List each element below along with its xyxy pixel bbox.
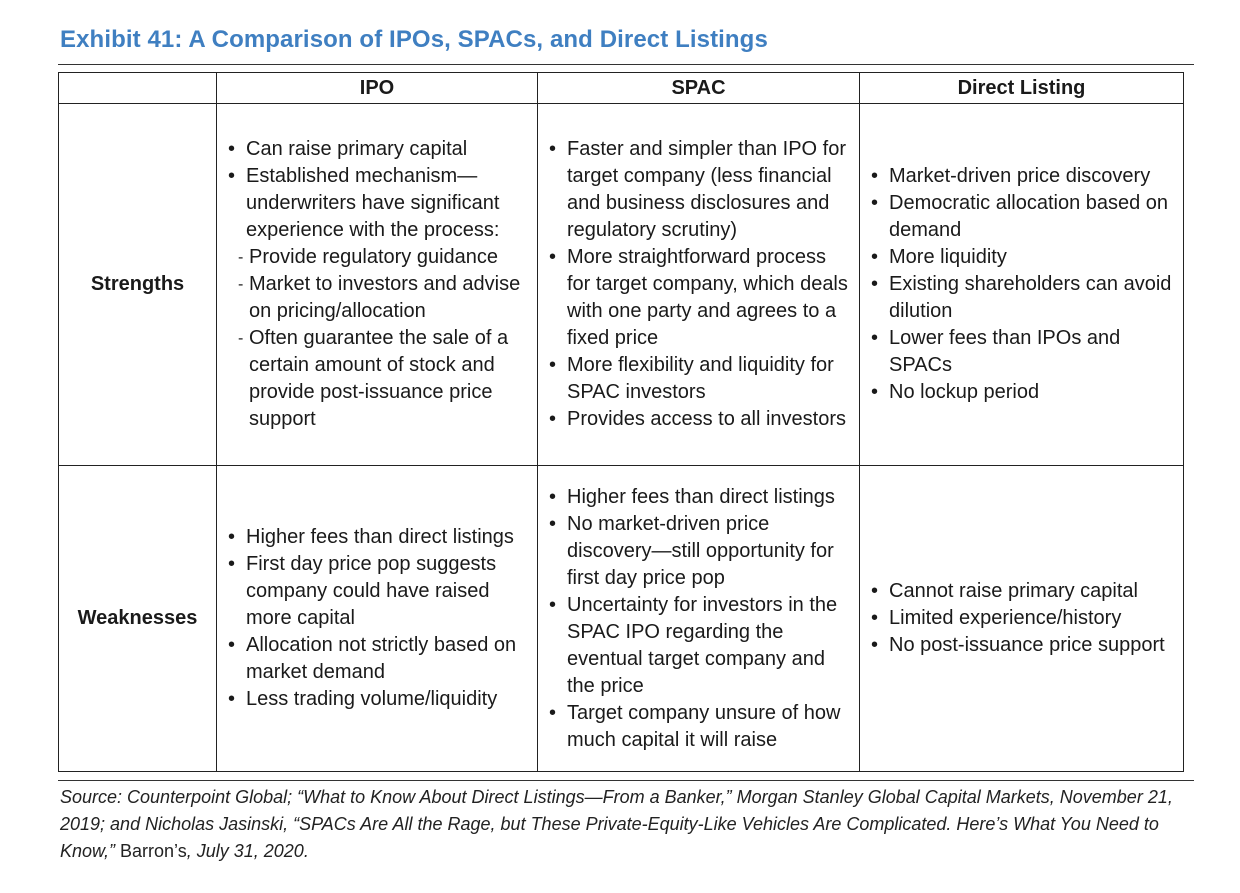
bullet-text: Market-driven price discovery (889, 165, 1151, 187)
bullet-icon: • (871, 273, 879, 295)
weaknesses-direct-list (868, 578, 1173, 659)
bullet-text: Often guarantee the sale of a certain amount of stock and provide post-issuance price support (249, 327, 509, 430)
bullet-item (868, 190, 1173, 244)
bullet-text: No market-driven price discovery—still opportunity for first day price pop (567, 512, 834, 589)
bullet-icon: • (228, 688, 236, 710)
row-strengths (59, 104, 1184, 466)
bullet-item (225, 524, 527, 551)
bullet-icon: • (228, 165, 236, 187)
bullet-text: Existing shareholders can avoid dilution (889, 273, 1172, 322)
bullet-item (868, 271, 1173, 325)
bullet-icon: • (871, 634, 879, 656)
bullet-text: Lower fees than IPOs and SPACs (889, 327, 1121, 376)
bullet-icon: • (228, 526, 236, 548)
strengths-direct-list (868, 163, 1173, 406)
source-text: Source: Counterpoint Global; “What to Know About Direct Listings—From a Banker,” Morgan Stanley Global Capital Markets, November 21, 2019; and Nicholas Jasinski, “SPACs Are All the Rage, but These Private-Equity-Like Vehicles Are Complicated. Here’s What You Need to Know,” (60, 787, 1173, 861)
bullet-icon: • (549, 354, 557, 376)
bullet-item (546, 511, 849, 592)
bullet-item (546, 592, 849, 700)
bullet-text: Target company unsure of how much capital it will raise (567, 701, 841, 751)
bottom-rule (58, 780, 1194, 781)
bullet-icon: • (228, 138, 236, 160)
strengths-ipo-cell (217, 104, 538, 466)
bullet-item (225, 551, 527, 632)
bullet-item (546, 136, 849, 244)
bullet-text: Uncertainty for investors in the SPAC IPO regarding the eventual target company and the price (567, 593, 838, 697)
weaknesses-ipo-list (225, 524, 527, 713)
bullet-item (868, 578, 1173, 605)
row-weaknesses (59, 466, 1184, 772)
strengths-direct-cell (860, 104, 1184, 466)
header-direct-listing: Direct Listing (860, 73, 1184, 104)
dash-icon: - (238, 276, 244, 293)
bullet-item (546, 406, 849, 433)
bullet-text: Faster and simpler than IPO for target company (less financial and business disclosures and regulatory scrutiny) (567, 138, 847, 241)
bullet-icon: • (871, 327, 879, 349)
bullet-text: First day price pop suggests company could have raised more capital (246, 553, 497, 629)
bullet-text: More liquidity (889, 246, 1007, 268)
bullet-item (546, 484, 849, 511)
bullet-item (868, 632, 1173, 659)
bullet-text: Provide regulatory guidance (249, 246, 499, 268)
source-date: , July 31, 2020. (186, 841, 309, 861)
top-rule (58, 64, 1194, 65)
dash-icon: - (238, 249, 244, 266)
bullet-icon: • (871, 246, 879, 268)
exhibit-title: Exhibit 41: A Comparison of IPOs, SPACs, and Direct Listings (60, 26, 768, 53)
bullet-icon: • (549, 701, 557, 724)
weaknesses-spac-cell (538, 466, 860, 772)
bullet-icon: • (871, 607, 879, 629)
bullet-icon: • (871, 192, 879, 214)
strengths-spac-cell (538, 104, 860, 466)
row-label-weaknesses: Weaknesses (59, 466, 217, 772)
sub-bullet-item (225, 271, 527, 325)
source-publication: Barron’s (120, 841, 187, 861)
bullet-item (546, 352, 849, 406)
header-ipo: IPO (217, 73, 538, 104)
bullet-item (225, 686, 527, 713)
weaknesses-ipo-cell (217, 466, 538, 772)
bullet-icon: • (549, 138, 557, 160)
bullet-icon: • (549, 246, 557, 268)
bullet-text: More flexibility and liquidity for SPAC investors (567, 354, 834, 403)
bullet-text: Can raise primary capital (246, 138, 468, 160)
bullet-icon: • (549, 485, 557, 508)
bullet-text: No lockup period (889, 381, 1040, 403)
header-row (59, 73, 1184, 104)
source-note (60, 784, 1200, 865)
bullet-text: Cannot raise primary capital (889, 580, 1138, 602)
bullet-item (546, 244, 849, 352)
bullet-text: No post-issuance price support (889, 634, 1165, 656)
bullet-text: Market to investors and advise on pricing/allocation (249, 273, 521, 322)
bullet-item (546, 700, 849, 754)
bullet-text: Less trading volume/liquidity (246, 688, 498, 710)
bullet-icon: • (549, 512, 557, 535)
bullet-text: More straightforward process for target company, which deals with one party and agrees to a fixed price (567, 246, 848, 349)
weaknesses-direct-cell (860, 466, 1184, 772)
bullet-item (225, 136, 527, 163)
strengths-ipo-list (225, 136, 527, 433)
bullet-item (868, 244, 1173, 271)
header-empty (59, 73, 217, 104)
bullet-item (225, 163, 527, 244)
header-spac: SPAC (538, 73, 860, 104)
bullet-item (868, 325, 1173, 379)
bullet-icon: • (871, 381, 879, 403)
bullet-item (225, 632, 527, 686)
bullet-text: Established mechanism—underwriters have significant experience with the process: (246, 165, 500, 241)
bullet-icon: • (228, 553, 236, 575)
bullet-text: Allocation not strictly based on market demand (246, 634, 517, 683)
bullet-item (868, 163, 1173, 190)
bullet-icon: • (871, 165, 879, 187)
comparison-table (58, 72, 1184, 772)
bullet-icon: • (871, 580, 879, 602)
bullet-icon: • (549, 408, 557, 430)
row-label-strengths: Strengths (59, 104, 217, 466)
bullet-text: Democratic allocation based on demand (889, 192, 1169, 241)
bullet-text: Provides access to all investors (567, 408, 847, 430)
sub-bullet-item (225, 244, 527, 271)
sub-bullet-item (225, 325, 527, 433)
bullet-text: Higher fees than direct listings (567, 485, 835, 508)
dash-icon: - (238, 330, 244, 347)
weaknesses-spac-list (546, 484, 849, 754)
strengths-spac-list (546, 136, 849, 433)
bullet-item (868, 605, 1173, 632)
bullet-icon: • (228, 634, 236, 656)
bullet-icon: • (549, 593, 557, 616)
bullet-text: Limited experience/history (889, 607, 1122, 629)
bullet-item (868, 379, 1173, 406)
bullet-text: Higher fees than direct listings (246, 526, 514, 548)
